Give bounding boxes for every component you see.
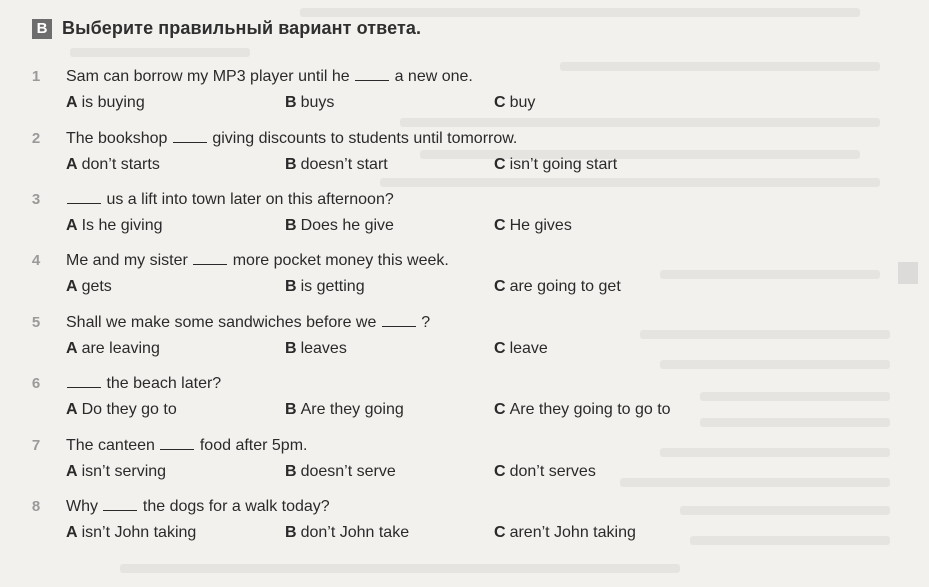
question-number: 6: [31, 375, 41, 392]
option-text: isn’t John taking: [81, 524, 197, 541]
answer-blank: [173, 141, 207, 143]
option-c[interactable]: [494, 463, 596, 481]
option-letter: B: [285, 94, 297, 111]
option-a[interactable]: [66, 401, 177, 419]
option-text: is getting: [300, 278, 365, 295]
option-letter: B: [285, 401, 297, 418]
option-letter: C: [494, 94, 506, 111]
option-text: Are they going to go to: [509, 401, 671, 418]
question-text: [66, 130, 517, 148]
answer-blank: [67, 202, 101, 204]
question-text: [66, 252, 449, 270]
option-a[interactable]: [66, 524, 196, 542]
option-text: Does he give: [300, 217, 394, 234]
question-number: 5: [31, 314, 41, 331]
option-letter: C: [494, 524, 506, 541]
question-item: [0, 191, 929, 251]
question-number: 7: [31, 437, 41, 454]
option-text: buy: [509, 94, 536, 111]
option-b[interactable]: [285, 94, 334, 112]
option-letter: B: [285, 340, 297, 357]
question-text: [66, 375, 221, 393]
question-text: [66, 498, 330, 516]
question-item: [0, 252, 929, 312]
option-b[interactable]: [285, 401, 404, 419]
option-c[interactable]: [494, 278, 621, 296]
option-text: leave: [509, 340, 548, 357]
option-letter: A: [66, 463, 78, 480]
option-b[interactable]: [285, 340, 347, 358]
option-letter: B: [285, 156, 297, 173]
question-item: [0, 314, 929, 374]
question-text-before: The bookshop: [66, 130, 168, 147]
answer-blank: [103, 509, 137, 511]
question-text-after: food after 5pm.: [199, 437, 308, 454]
question-text: [66, 437, 307, 455]
option-a[interactable]: [66, 156, 160, 174]
option-text: are leaving: [81, 340, 160, 357]
option-letter: B: [285, 217, 297, 234]
option-a[interactable]: [66, 340, 160, 358]
option-text: isn’t serving: [81, 463, 167, 480]
question-number: 1: [31, 68, 41, 85]
question-text-before: Why: [66, 498, 98, 515]
option-letter: C: [494, 156, 506, 173]
option-text: don’t serves: [509, 463, 596, 480]
option-letter: C: [494, 340, 506, 357]
option-b[interactable]: [285, 217, 394, 235]
section-header: [32, 18, 421, 39]
option-text: doesn’t serve: [300, 463, 396, 480]
option-text: leaves: [300, 340, 347, 357]
question-number: 2: [31, 130, 41, 147]
option-text: isn’t going start: [509, 156, 618, 173]
option-letter: A: [66, 94, 78, 111]
option-a[interactable]: [66, 278, 112, 296]
question-number: 3: [31, 191, 41, 208]
option-text: don’t starts: [81, 156, 160, 173]
option-text: doesn’t start: [300, 156, 388, 173]
option-text: aren’t John taking: [509, 524, 636, 541]
option-letter: C: [494, 278, 506, 295]
option-text: Is he giving: [81, 217, 163, 234]
option-text: don’t John take: [300, 524, 410, 541]
option-c[interactable]: [494, 524, 636, 542]
question-text-before: The canteen: [66, 437, 155, 454]
option-text: buys: [300, 94, 335, 111]
section-title: Выберите правильный вариант ответа.: [62, 18, 422, 38]
question-text-before: Sam can borrow my MP3 player until he: [66, 68, 350, 85]
option-c[interactable]: [494, 401, 671, 419]
question-text: [66, 191, 394, 209]
option-c[interactable]: [494, 94, 535, 112]
question-item: [0, 498, 929, 558]
answer-blank: [355, 79, 389, 81]
option-letter: C: [494, 463, 506, 480]
option-a[interactable]: [66, 94, 145, 112]
option-text: Are they going: [300, 401, 404, 418]
question-text-after: a new one.: [394, 68, 473, 85]
option-letter: B: [285, 524, 297, 541]
question-text: [66, 68, 473, 86]
option-letter: C: [494, 401, 506, 418]
option-c[interactable]: [494, 156, 617, 174]
option-a[interactable]: [66, 217, 163, 235]
answer-blank: [67, 386, 101, 388]
question-item: [0, 130, 929, 190]
question-number: 4: [31, 252, 41, 269]
question-text-before: Me and my sister: [66, 252, 188, 269]
option-letter: A: [66, 217, 78, 234]
question-item: [0, 437, 929, 497]
option-text: Do they go to: [81, 401, 177, 418]
option-letter: A: [66, 278, 78, 295]
option-b[interactable]: [285, 156, 388, 174]
option-letter: A: [66, 401, 78, 418]
option-a[interactable]: [66, 463, 166, 481]
question-number: 8: [31, 498, 41, 515]
answer-blank: [193, 263, 227, 265]
option-c[interactable]: [494, 217, 572, 235]
option-letter: B: [285, 278, 297, 295]
option-b[interactable]: [285, 524, 409, 542]
option-text: is buying: [81, 94, 145, 111]
question-item: [0, 68, 929, 128]
answer-blank: [382, 325, 416, 327]
answer-blank: [160, 448, 194, 450]
option-text: are going to get: [509, 278, 621, 295]
question-text-after: us a lift into town later on this afternoon?: [106, 191, 394, 208]
option-letter: A: [66, 524, 78, 541]
option-c[interactable]: [494, 340, 548, 358]
question-text-after: more pocket money this week.: [232, 252, 449, 269]
question-text: [66, 314, 430, 332]
question-text-before: Shall we make some sandwiches before we: [66, 314, 377, 331]
option-b[interactable]: [285, 278, 365, 296]
option-text: gets: [81, 278, 112, 295]
option-letter: B: [285, 463, 297, 480]
option-letter: A: [66, 340, 78, 357]
question-text-after: giving discounts to students until tomorrow.: [212, 130, 518, 147]
question-text-after: the dogs for a walk today?: [142, 498, 330, 515]
option-text: He gives: [509, 217, 572, 234]
section-badge: B: [32, 19, 52, 39]
option-b[interactable]: [285, 463, 396, 481]
question-text-after: the beach later?: [106, 375, 222, 392]
question-text-after: ?: [421, 314, 431, 331]
question-item: [0, 375, 929, 435]
option-letter: C: [494, 217, 506, 234]
option-letter: A: [66, 156, 78, 173]
